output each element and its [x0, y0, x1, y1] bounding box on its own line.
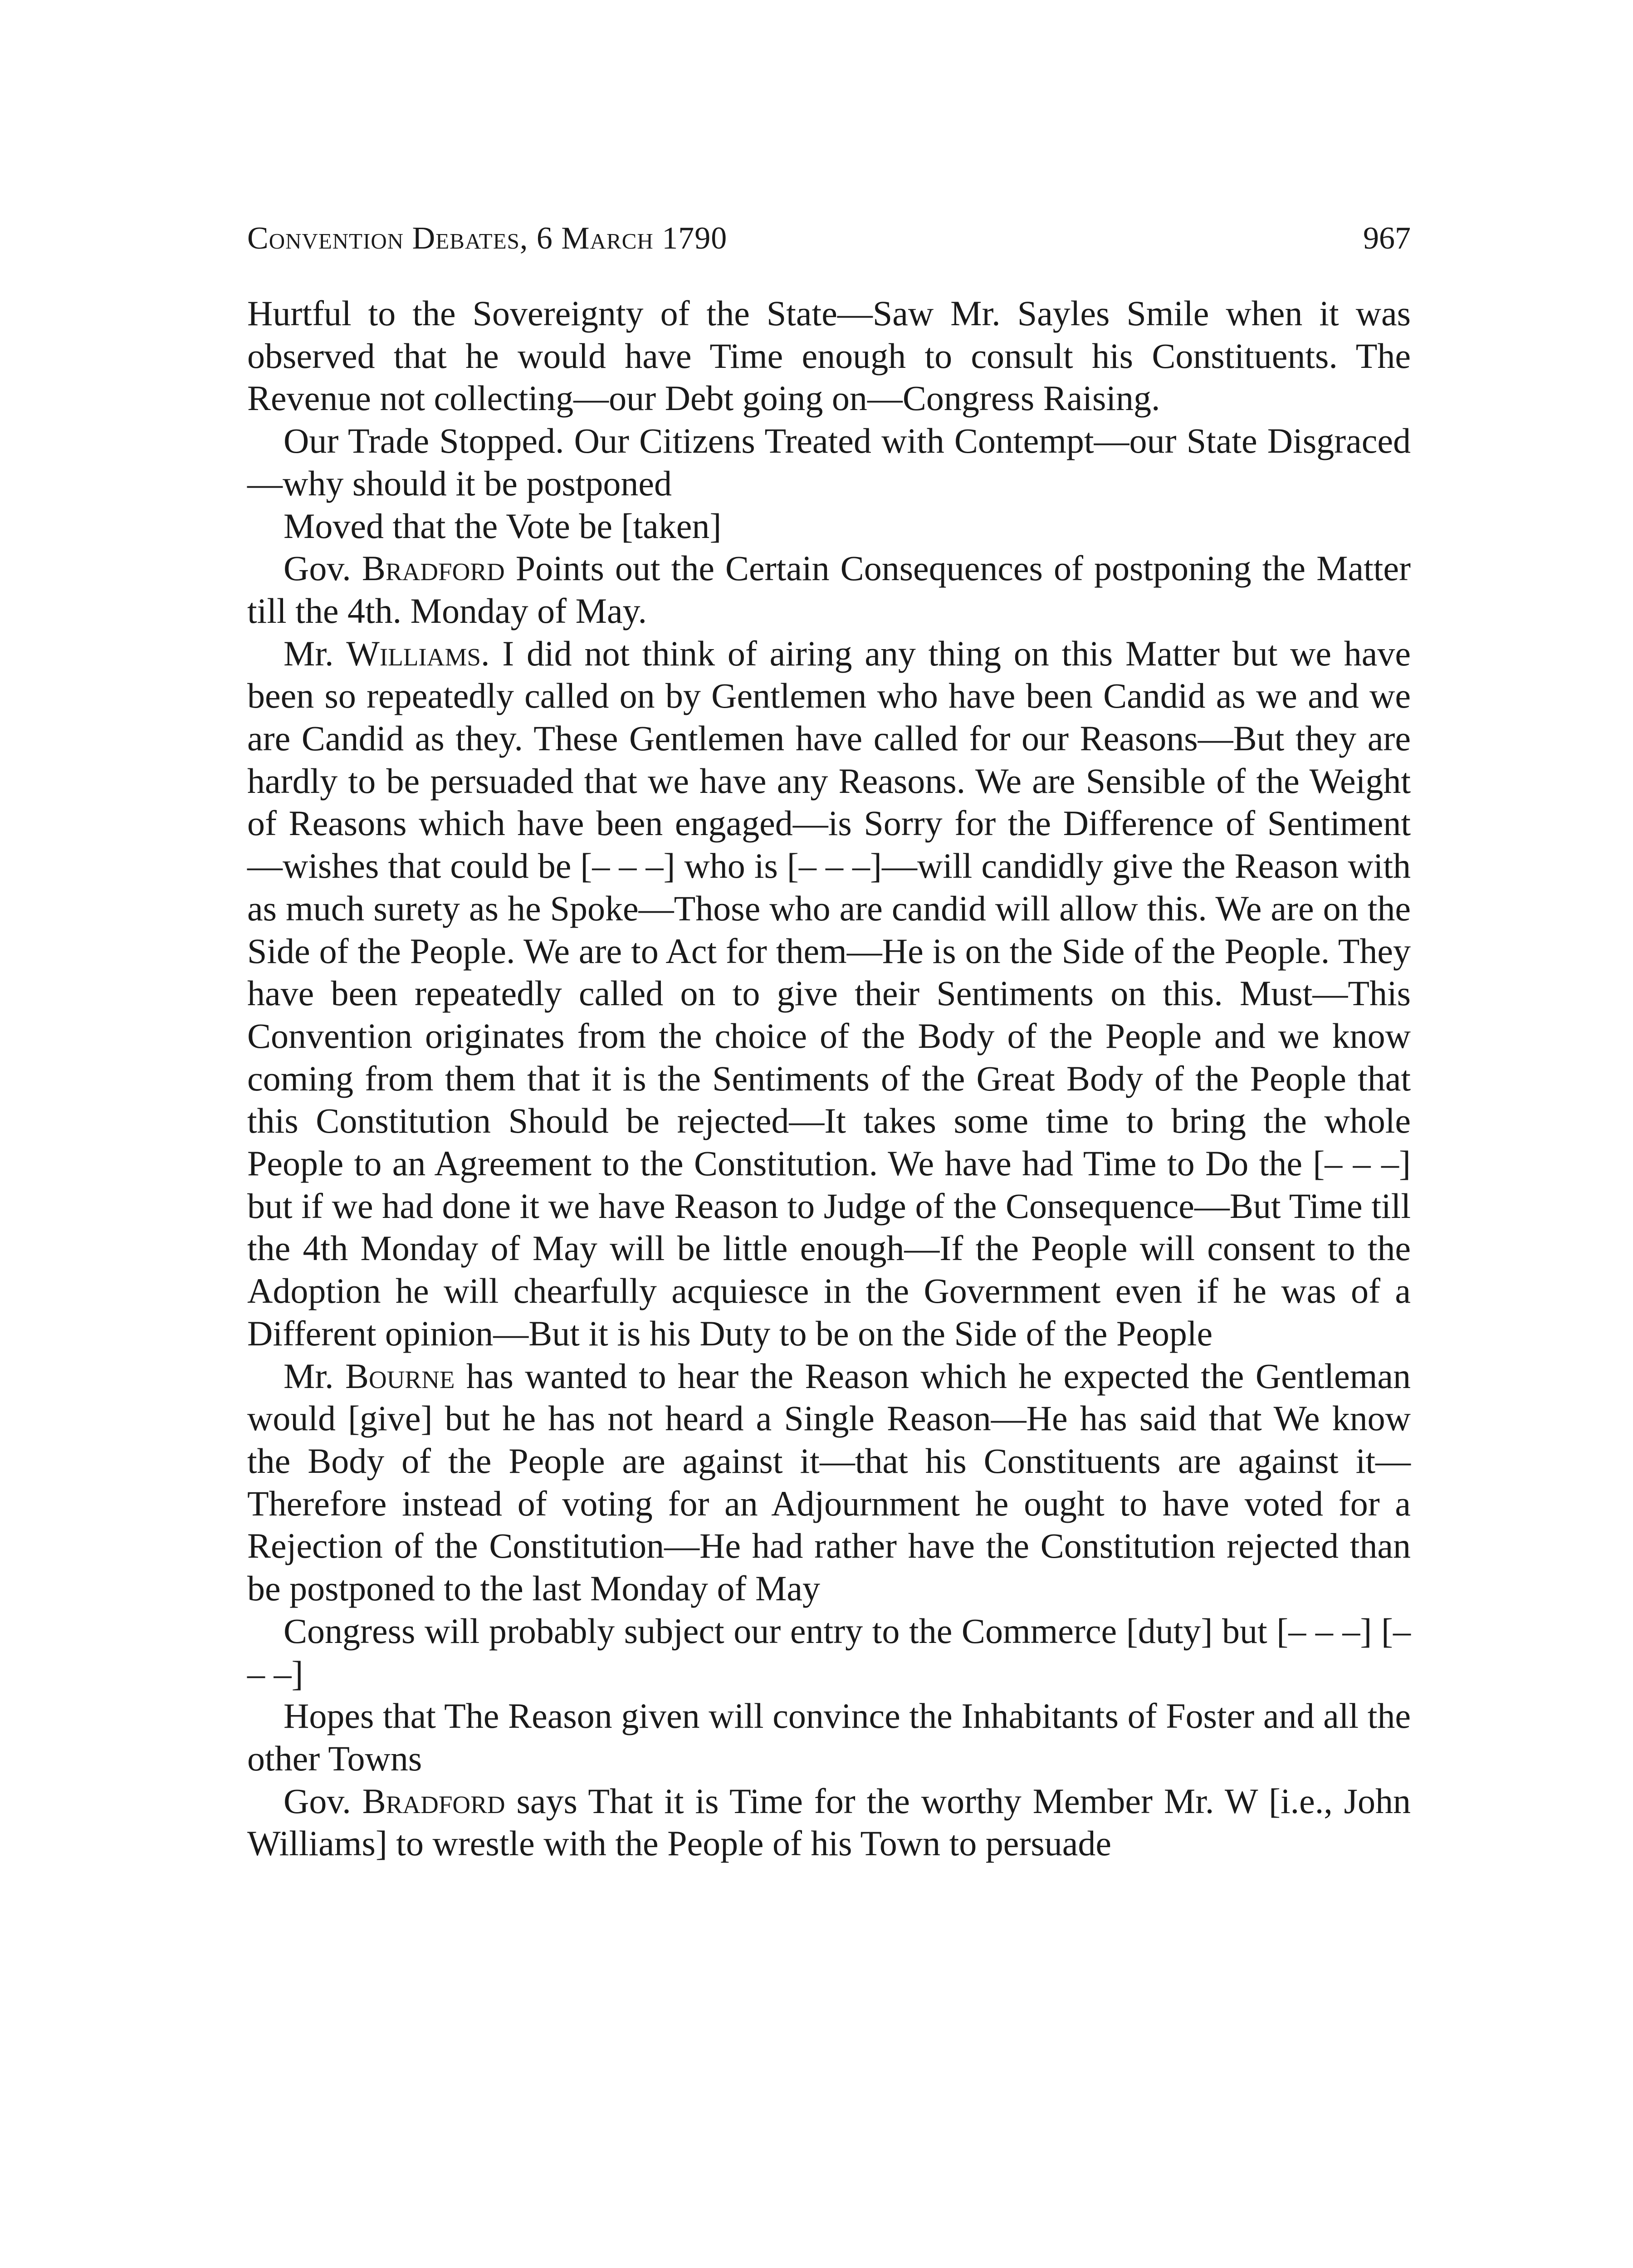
- paragraph: [247, 505, 1411, 547]
- paragraph-text: I did not think of airing any thing on this Matter but we have been so repeatedly called on by Gentlemen who have been Candid as we and we are Candid as they. These Gentlemen have called for our Reasons—But they are hardly to be persuaded that we have any Reasons. We are Sensible of the Weight of Reasons which have been engaged—is Sorry for the Difference of Sentiment—wishes that could be [– – –] who is [– – –]—will candidly give the Reason with as much surety as he Spoke—Those who are candid will allow this. We are on the Side of the People. We are to Act for them—He is on the Side of the People. They have been repeatedly called on to give their Sentiments on this. Must—This Convention originates from the choice of the Body of the People and we know coming from them that it is the Sentiments of the Great Body of the People that this Constitution Should be rejected—It takes some time to bring the whole People to an Agreement to the Constitution. We have had Time to Do the [– – –] but if we had done it we have Reason to Judge of the Consequence—But Time till the 4th Monday of May will be little enough—If the People will consent to the Adoption he will chearfully acquiesce in the Government even if he was of a Different opinion—But it is his Duty to be on the Side of the People: [247, 633, 1411, 1353]
- paragraph-text: Points out the Certain Consequences of postponing the Matter till the 4th. Monday of May.: [247, 548, 1411, 631]
- paragraph-text: has wanted to hear the Reason which he expected the Gentleman would [give] but he has not heard a Single Reason—He has said that We know the Body of the People are against it—that his Constituents are against it—Therefore instead of voting for an Adjournment he ought to have voted for a Rejection of the Constitution—He had rather have the Constitution rejected than be postponed to the last Monday of May: [247, 1356, 1411, 1608]
- speaker-prefix: Gov.: [284, 1781, 351, 1821]
- paragraph: [247, 292, 1411, 420]
- speaker-name: Bourne: [345, 1356, 455, 1396]
- document-page: [247, 217, 1411, 1865]
- speaker-name: Bradford: [362, 548, 505, 588]
- body-text: [247, 292, 1411, 1865]
- paragraph: [247, 547, 1411, 632]
- paragraph: [247, 1695, 1411, 1779]
- paragraph-text: says That it is Time for the worthy Member Mr. W [i.e., John Williams] to wrestle with the People of his Town to persuade: [247, 1781, 1411, 1863]
- paragraph-text: Our Trade Stopped. Our Citizens Treated with Contempt—our State Disgraced—why should it be postponed: [247, 421, 1411, 503]
- paragraph: [247, 420, 1411, 504]
- paragraph: [247, 1355, 1411, 1610]
- speaker-name: Bradford: [362, 1781, 505, 1821]
- paragraph-text: Hopes that The Reason given will convince the Inhabitants of Foster and all the other Towns: [247, 1696, 1411, 1778]
- speaker-prefix: Mr.: [284, 1356, 334, 1396]
- page-number: 967: [1363, 221, 1411, 256]
- speaker-name: Williams.: [346, 633, 490, 673]
- speaker-prefix: Mr.: [284, 633, 334, 673]
- paragraph-text: Hurtful to the Sovereignty of the State—Saw Mr. Sayles Smile when it was observed that he would have Time enough to consult his Constituents. The Revenue not collecting—our Debt going on—Congress Raising.: [247, 293, 1411, 418]
- paragraph: [247, 1610, 1411, 1695]
- paragraph: [247, 1780, 1411, 1865]
- paragraph: [247, 632, 1411, 1355]
- running-title: Convention Debates, 6 March 1790: [247, 221, 728, 256]
- running-header: [247, 217, 1411, 260]
- paragraph-text: Congress will probably subject our entry to the Commerce [duty] but [– – –] [– – –]: [247, 1611, 1411, 1693]
- speaker-prefix: Gov.: [284, 548, 351, 588]
- paragraph-text: Moved that the Vote be [taken]: [284, 506, 722, 546]
